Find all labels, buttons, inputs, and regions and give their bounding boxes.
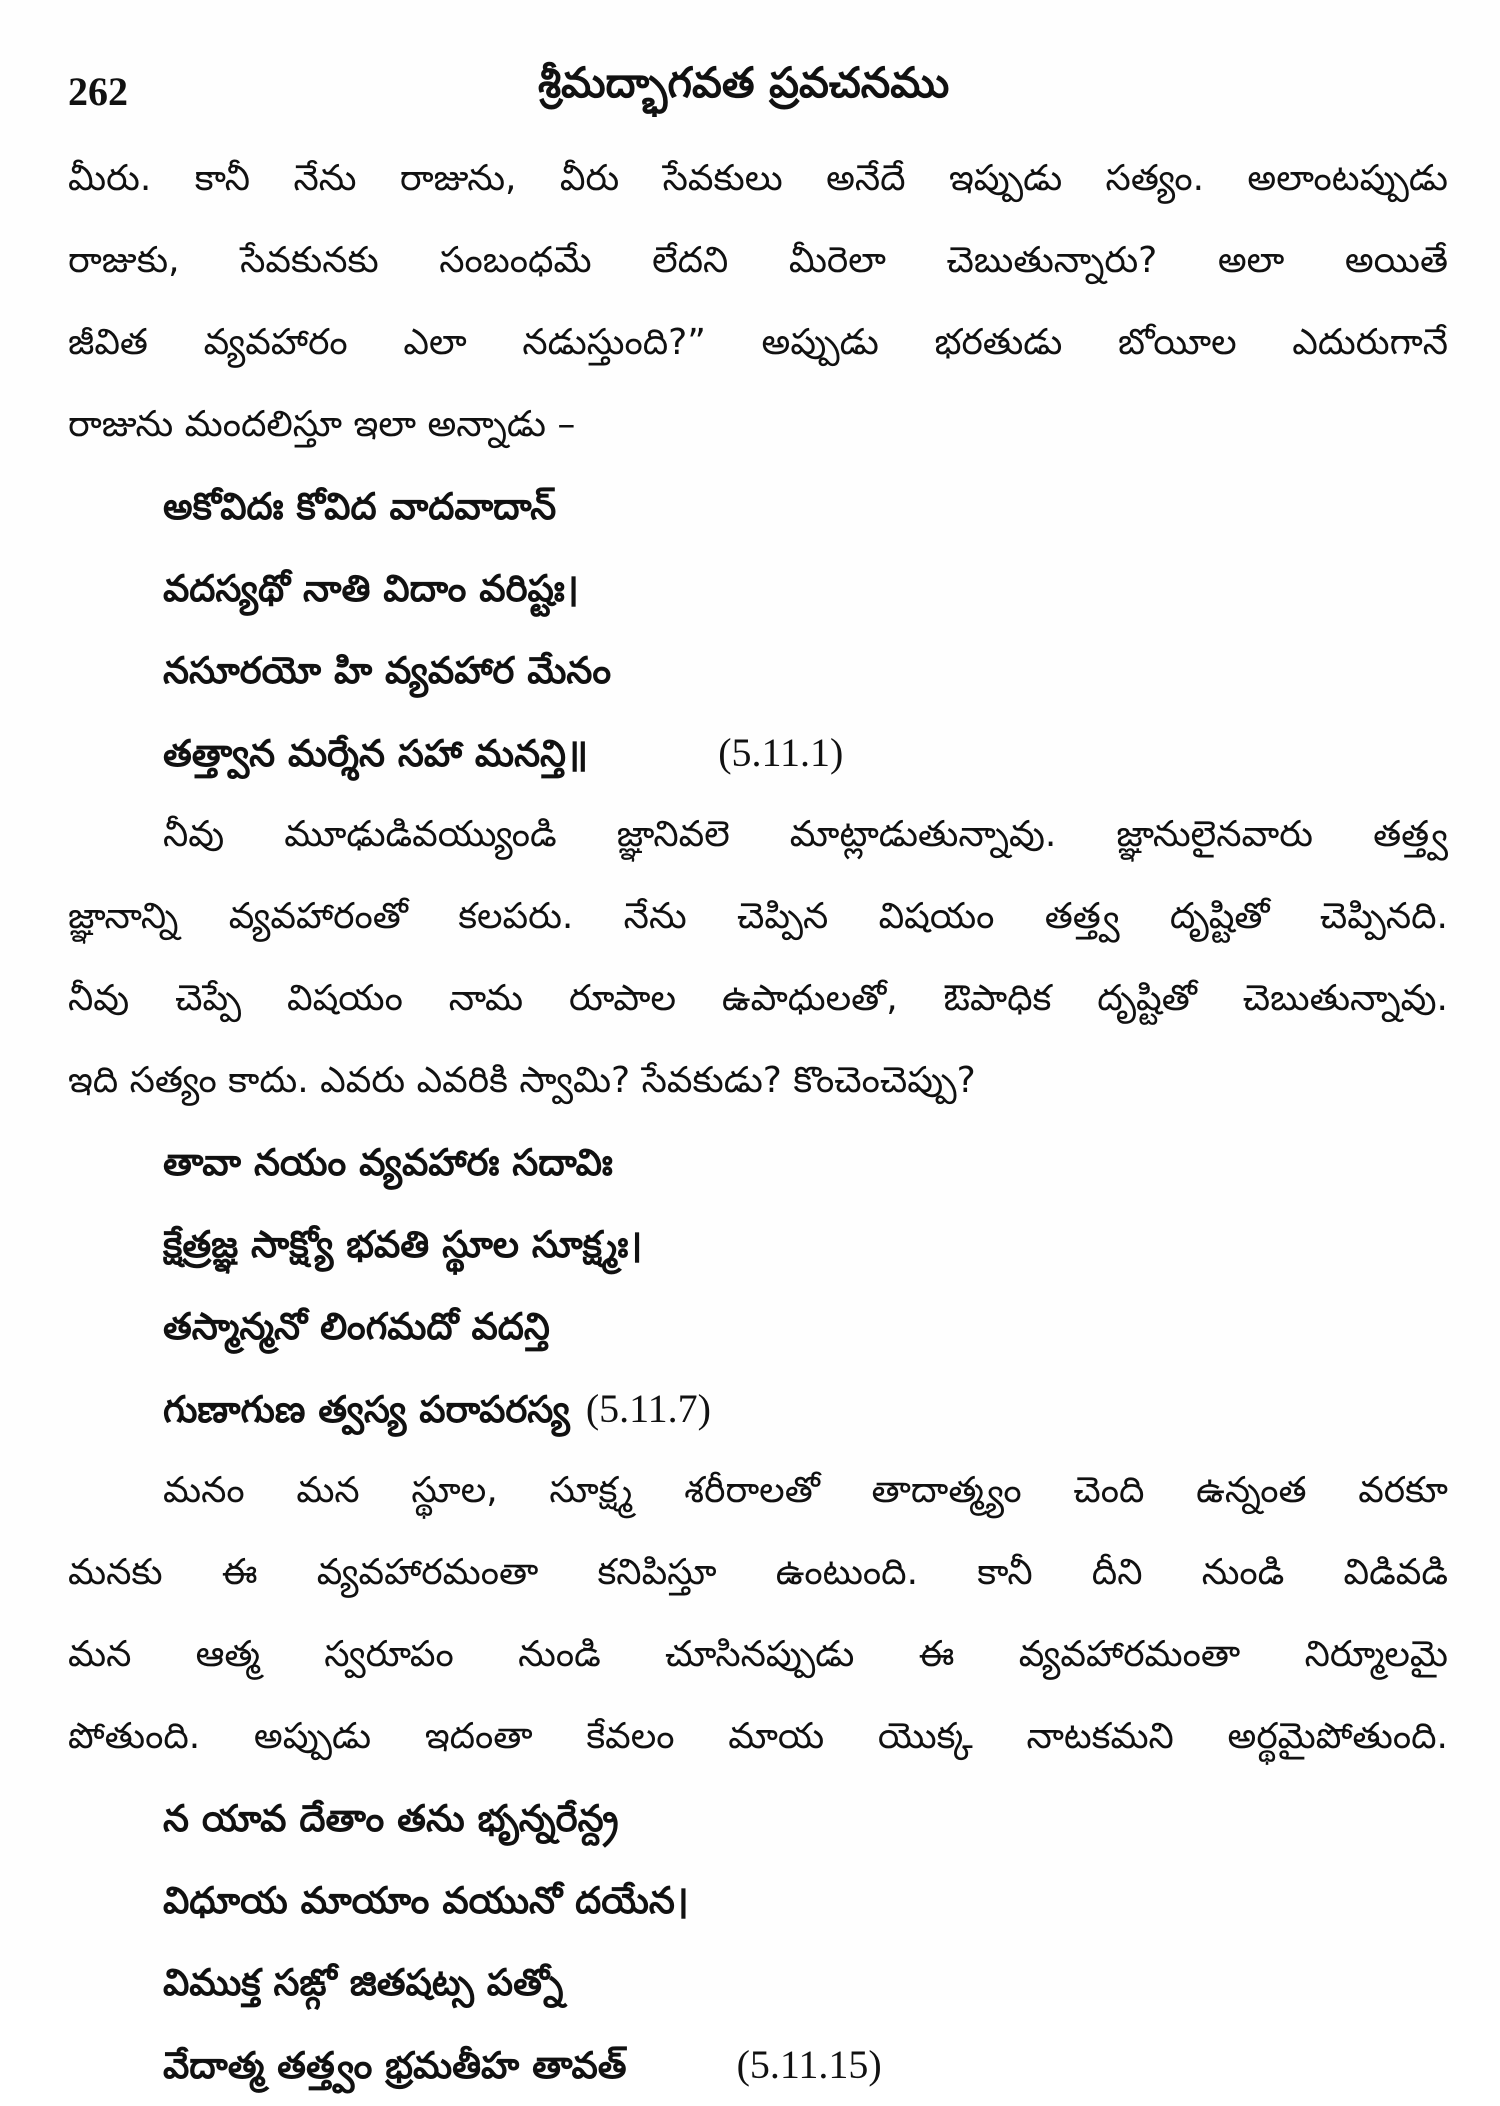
verse-line: నసూరయో హి వ్యవహార మేనం bbox=[163, 649, 612, 692]
verse-line: విధూయ మాయాం వయునో దయేన। bbox=[163, 1879, 689, 1922]
verse-line: తత్త్వాన మర్శేన సహా మనన్తి॥ bbox=[163, 732, 589, 775]
paragraph-line: ఇది సత్యం కాదు. ఎవరు ఎవరికి స్వామి? సేవకుడు? కొంచెంచెప్పు? bbox=[68, 1060, 976, 1101]
running-title: శ్రీమద్భాగవత ప్రవచనము bbox=[538, 58, 950, 107]
paragraph-line: రాజుకు, సేవకునకు సంబంధమే లేదని మీరెలా చెబుతున్నారు? అలా అయితే bbox=[68, 240, 1448, 281]
verse-line: తావా నయం వ్యవహారః సదావిః bbox=[163, 1141, 613, 1184]
page-number: 262 bbox=[68, 69, 128, 114]
paragraph-line: నీవు చెప్పే విషయం నామ రూపాల ఉపాధులతో, ఔపాధిక దృష్టితో చెబుతున్నావు. bbox=[68, 978, 1448, 1019]
paragraph-line: మన ఆత్మ స్వరూపం నుండి చూసినప్పుడు ఈ వ్యవహారమంతా నిర్మూలమై bbox=[68, 1634, 1448, 1675]
verse-line-with-reference bbox=[68, 2024, 1448, 2106]
paragraph-line: జీవిత వ్యవహారం ఎలా నడుస్తుంది?” అప్పుడు భరతుడు బోయీల ఎదురుగానే bbox=[68, 322, 1448, 363]
paragraph-line: రాజును మందలిస్తూ ఇలా అన్నాడు – bbox=[68, 404, 576, 445]
verse-line: న యావ దేతాం తను భృన్నరేన్ద్ర bbox=[163, 1797, 619, 1840]
verse-line: తస్మాన్మనో లింగమదో వదన్తి bbox=[163, 1305, 550, 1348]
page-header bbox=[68, 48, 1448, 138]
verse-line-with-reference bbox=[68, 712, 1448, 794]
verse-line: విముక్త సఙ్గో జితషట్స పత్నో bbox=[163, 1961, 564, 2004]
verse-reference: (5.11.7) bbox=[585, 1386, 711, 1431]
verse-line: క్షేత్రజ్ఞ సాక్ష్యో భవతి స్థూల సూక్ష్మః। bbox=[163, 1223, 643, 1266]
paragraph-line: మనకు ఈ వ్యవహారమంతా కనిపిస్తూ ఉంటుంది. కానీ దీని నుండి విడివడి bbox=[68, 1552, 1448, 1593]
verse-reference: (5.11.1) bbox=[718, 730, 844, 775]
paragraph-line: పోతుంది. అప్పుడు ఇదంతా కేవలం మాయ యొక్క నాటకమని అర్థమైపోతుంది. bbox=[68, 1716, 1448, 1757]
page-body bbox=[68, 138, 1448, 2106]
verse-line: అకోవిదః కోవిద వాదవాదాన్ bbox=[163, 485, 557, 528]
verse-line-with-reference bbox=[68, 1368, 1448, 1450]
verse-line: వదస్యథో నాతి విదాం వరిష్టః। bbox=[163, 567, 579, 610]
paragraph-line: మనం మన స్థూల, సూక్ష్మ శరీరాలతో తాదాత్మ్యం చెంది ఉన్నంత వరకూ bbox=[163, 1470, 1448, 1511]
paragraph-line: మీరు. కానీ నేను రాజును, వీరు సేవకులు అనేదే ఇప్పుడు సత్యం. అలాంటప్పుడు bbox=[68, 158, 1448, 199]
paragraph-line: నీవు మూఢుడివయ్యుండి జ్ఞానివలె మాట్లాడుతున్నావు. జ్ఞానులైనవారు తత్త్వ bbox=[163, 814, 1448, 855]
paragraph-line: జ్ఞానాన్ని వ్యవహారంతో కలపరు. నేను చెప్పిన విషయం తత్త్వ దృష్టితో చెప్పినది. bbox=[68, 896, 1448, 937]
verse-line: గుణాగుణ త్వస్య పరాపరస్య bbox=[163, 1388, 570, 1431]
verse-line: వేదాత్మ తత్త్వం భ్రమతీహ తావత్ bbox=[163, 2044, 627, 2087]
verse-reference: (5.11.15) bbox=[736, 2042, 882, 2087]
